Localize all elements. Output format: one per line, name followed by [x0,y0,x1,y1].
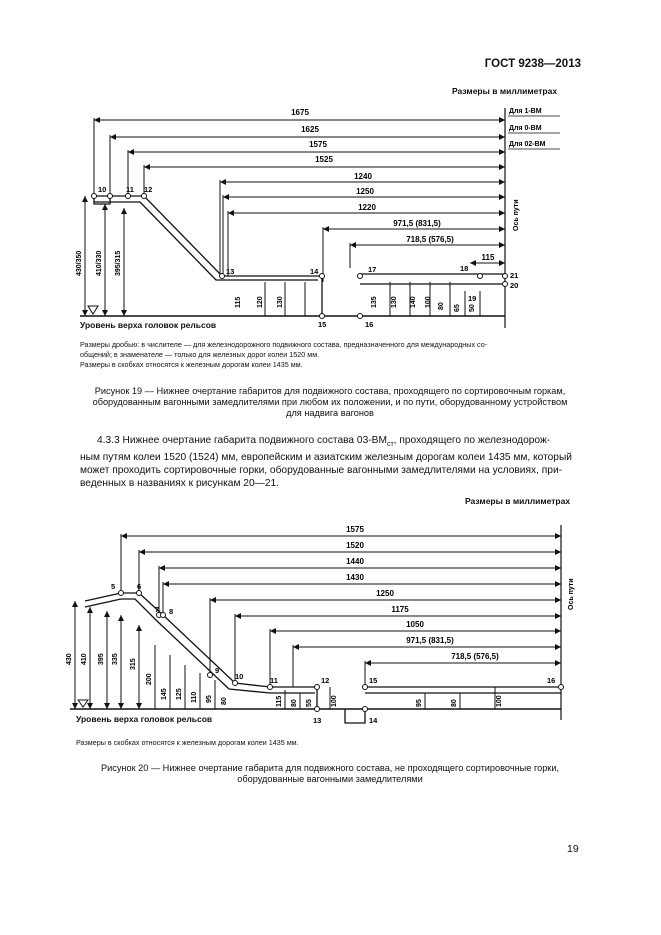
fig20-pt-6: 6 [137,582,142,591]
fig20-units: Размеры в миллиметрах [465,496,571,506]
fig19-pt-21: 21 [510,271,519,280]
fig19-dim-1240: 1240 [354,172,372,181]
fig19-vdim-80: 80 [438,302,445,310]
fig19-pt-11: 11 [126,185,134,194]
fig20-vdim-80b: 80 [291,699,298,707]
fig19-pt-16: 16 [365,320,374,329]
fig20-pt-16: 16 [547,676,556,685]
fig19-dim-1675: 1675 [291,108,309,117]
fig19-caption-line: Рисунок 19 — Нижнее очертание габаритов для подвижного состава, проходящего по сортировочным горкам, [94,386,566,396]
fig19-note-line: Размеры дробью: в числителе — для железнодорожного подвижного состава, предназначенного для международных со- [80,340,488,349]
fig19-pt-19: 19 [468,294,477,303]
fig20-dim-1175: 1175 [391,605,409,614]
fig19-vdim-120: 120 [257,296,264,308]
fig20-axis-label: Ось пути [568,578,575,610]
fig19-caption-line: оборудованным вагонными замедлителями при любом их положении, и по пути, оборудованному устройством [92,397,568,407]
fig19-pt-12: 12 [144,185,153,194]
fig19-rail-label: Уровень верха головок рельсов [80,320,217,330]
fig20-pt-12: 12 [321,676,330,685]
fig19-units: Размеры в миллиметрах [452,86,558,96]
fig19-note-line: Размеры в скобках относятся к железным дорогам колеи 1435 мм. [80,360,303,369]
fig19-vdim-430: 430/350 [76,250,83,276]
fig20-caption-line: Рисунок 20 — Нижнее очертание габарита для подвижного состава, не проходящего сортировочные горки, [100,763,560,773]
fig19-dim-1220: 1220 [358,203,376,212]
fig19-vdim-130a: 130 [277,296,284,308]
fig19-pt-14: 14 [310,267,319,276]
fig19-dim-1250: 1250 [356,187,374,196]
fig19-vdim-135: 135 [371,296,378,308]
fig19-axis-label: Ось пути [513,199,520,231]
para-line: может проходить сортировочные горки, оборудованные вагонными замедлителями на условиях, при- [80,465,563,477]
figure20-drawing [55,515,585,730]
fig19-vdim-100: 100 [425,296,432,308]
fig20-pt-8: 8 [169,607,174,616]
fig20-vdim-100b: 100 [496,695,503,707]
fig20-vdim-115: 115 [276,695,283,707]
fig19-note [80,340,580,370]
fig20-pt-15: 15 [369,676,378,685]
fig20-dim-1440: 1440 [346,557,364,566]
fig20-vdim-430: 430 [66,653,73,665]
fig20-pt-7: 7 [155,605,160,614]
fig20-rail-label: Уровень верха головок рельсов [76,714,213,724]
fig20-pt-14: 14 [369,716,378,725]
fig20-vdim-315: 315 [130,658,137,670]
fig20-dim-718: 718,5 (576,5) [451,652,499,661]
fig20-vdim-95b: 95 [416,699,423,707]
fig19-for-02vm: Для 02-ВМ [509,141,546,148]
fig20-vdim-100a: 100 [331,695,338,707]
fig19-ground-icon [88,306,98,314]
fig19-vdim-140: 140 [410,296,417,308]
figure19-drawing [60,96,620,332]
fig19-pt-10: 10 [98,185,107,194]
fig20-vdim-80a: 80 [221,697,228,705]
fig20-vdim-110: 110 [191,691,198,703]
fig20-pt-10: 10 [235,672,244,681]
fig19-for-1vm: Для 1-ВМ [509,108,542,115]
para-line: веденных в названиях к рисункам 20—21. [80,478,279,490]
para-line: ным путям колеи 1520 (1524) мм, европейским и азиатским железным дорогам колеи 1435 мм, который [80,452,572,464]
fig20-pt-9: 9 [215,666,220,675]
fig20-caption [60,763,600,785]
fig19-caption [60,386,600,419]
fig20-dim-1050: 1050 [406,620,424,629]
fig20-vdim-395: 395 [98,653,105,665]
fig20-vdim-200: 200 [146,673,153,685]
fig20-pt-13: 13 [313,716,322,725]
fig20-caption-line: оборудованные вагонными замедлителями [237,774,423,784]
fig19-vdim-395: 395/315 [115,250,122,276]
fig20-vdim-95a: 95 [206,695,213,703]
fig20-dim-1430: 1430 [346,573,364,582]
fig20-dim-1250: 1250 [376,589,394,598]
fig19-dim-1575: 1575 [309,140,327,149]
paragraph-4-3-3 [80,434,581,490]
page-number: 19 [567,843,579,855]
fig19-vdim-410: 410/330 [96,250,103,276]
fig19-vdim-50: 50 [469,304,476,312]
fig20-dim-1520: 1520 [346,541,364,550]
fig20-vdim-335: 335 [112,653,119,665]
fig19-caption-line: для надвига вагонов [286,408,374,418]
fig20-ground-icon [78,700,88,707]
fig20-vdim-80c: 80 [451,699,458,707]
fig19-note-line: общений; в знаменателе — только для железных дорог колеи 1520 мм. [80,350,320,359]
para-sub: ст [386,441,394,449]
fig19-pt-18: 18 [460,264,469,273]
fig19-pt-13: 13 [226,267,235,276]
fig19-vdim-130b: 130 [391,296,398,308]
fig20-dim-1575: 1575 [346,525,364,534]
fig20-note: Размеры в скобках относятся к железным дорогам колеи 1435 мм. [76,738,299,747]
para-line: , проходящего по железнодорож- [393,435,551,446]
fig20-pt-11: 11 [270,676,278,685]
fig20-vdim-145: 145 [161,688,168,700]
fig20-vdim-125: 125 [176,688,183,700]
fig19-outline [94,196,505,316]
fig19-pt-20: 20 [510,281,519,290]
fig19-vdim-115: 115 [235,296,242,308]
fig20-vdim-55: 55 [306,699,313,707]
fig19-vdim-65: 65 [454,304,461,312]
fig20-dim-971: 971,5 (831,5) [406,636,454,645]
fig19-dim-115: 115 [481,253,495,262]
fig19-dim-1525: 1525 [315,155,333,164]
standard-header: ГОСТ 9238—2013 [484,58,581,70]
fig19-dim-971: 971,5 (831,5) [393,219,441,228]
fig20-vdim-410: 410 [81,653,88,665]
fig19-for-0vm: Для 0-ВМ [509,125,542,132]
fig19-pt-15: 15 [318,320,327,329]
fig19-dim-718: 718,5 (576,5) [406,235,454,244]
para-line: 4.3.3 Нижнее очертание габарита подвижного состава 03-ВМ [97,435,387,446]
fig19-dim-1625: 1625 [301,125,319,134]
fig19-pt-17: 17 [368,265,377,274]
fig20-pt-5: 5 [111,582,116,591]
